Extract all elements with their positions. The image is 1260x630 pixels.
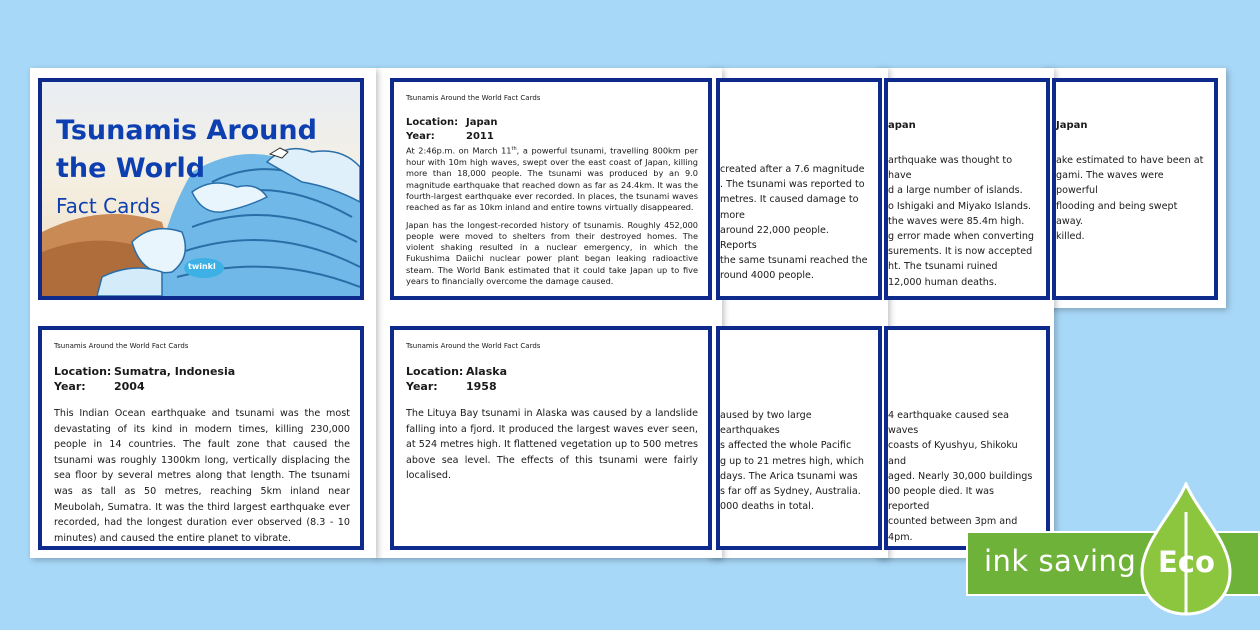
card-text: ake estimated to have been at gami. The waves were powerful flooding and being swept away. killed. xyxy=(1056,155,1204,243)
fact-card-sumatra xyxy=(38,326,364,550)
year-value: 2004 xyxy=(114,380,145,393)
location-label: Location: xyxy=(54,365,112,378)
cover-subtitle: Fact Cards xyxy=(56,194,161,218)
location-value: Japan xyxy=(1056,120,1088,131)
fact-card-partial-4 xyxy=(716,326,882,550)
fact-card-alaska xyxy=(390,326,712,550)
ink-saving-text: ink saving xyxy=(984,544,1137,578)
location-label: Location: xyxy=(406,365,464,378)
location-value: Alaska xyxy=(466,365,507,378)
card-text: aused by two large earthquakes s affected the whole Pacific g up to 21 metres high, which days. The Arica tsunami was s far off as Sydney, Australia. 000 deaths in total. xyxy=(720,410,864,513)
eco-label: Eco xyxy=(1158,545,1215,579)
fact-card-partial-1 xyxy=(716,78,882,300)
location-row xyxy=(406,116,698,130)
card-text: 4 earthquake caused sea waves coasts of Kyushyu, Shikoku and aged. Nearly 30,000 buildings 00 people died. It was reported counted between 3pm and 4pm. xyxy=(888,410,1033,543)
year-label: Year: xyxy=(406,131,435,142)
location-row xyxy=(406,364,698,379)
year-row xyxy=(406,379,698,394)
location-row xyxy=(54,364,350,379)
location-value: apan xyxy=(888,120,916,131)
location-value: Japan xyxy=(466,117,498,128)
cover-card xyxy=(38,78,364,300)
card-text: arthquake was thought to have d a large number of islands. o Ishigaki and Miyako Islands. the waves were 85.4m high. g error made when converting surements. It is now accepted ht. The tsunami ruined 12,000 human deaths. xyxy=(888,155,1034,288)
card-text: This Indian Ocean earthquake and tsunami was the most devastating of its kind in modern times, killing 230,000 people in 14 countries. The fault zone that caused the tsunami was roughly 1300km long, vertically displacing the sea floor by several metres along that length. The tsunami was as tall as 50 metres, reaching 5km inland near Meubolah, Sumatra. It was the third largest earthquake ever recorded, had the longest duration ever observed (8.3 - 10 minutes) and caused the entire planet to vibrate. xyxy=(54,408,350,544)
year-label: Year: xyxy=(54,380,86,393)
card-text: At 2:46p.m. on March 11th, a powerful tsunami, travelling 800km per hour with 10m high waves, swept over the east coast of Japan, killing more than 18,000 people. The tsunami was produced by an 9.0 magnitude earthquake that reached down as far as 24.4km. It was the fourth-largest earthquake ever recorded. In places, the tsunami waves reached as far as 10km inland and entire towns virtually disappeared. Japan has the longest-recorded history of tsunamis. Roughly 452,000 people were moved to shelters from their destroyed homes. The violent shaking resulted in a nuclear emergency, in which the Fukushima Daiichi nuclear power plant began leaking radioactive steam. The World Bank estimated that it could take Japan up to five years to financially overcome the damage caused. xyxy=(406,145,698,286)
fact-card-japan-partial-2 xyxy=(884,78,1050,300)
card-text: The Lituya Bay tsunami in Alaska was caused by a landslide falling into a fjord. It produced the largest waves ever seen, at 524 metres high. It flattened vegetation up to 500 metres above sea level. The effects of this tsunami were fairly localised. xyxy=(406,408,698,482)
cover-title: Tsunamis Around the World xyxy=(56,115,317,184)
twinkl-logo: twinkl xyxy=(188,262,216,271)
card-header: Tsunamis Around the World Fact Cards xyxy=(406,342,541,350)
card-header: Tsunamis Around the World Fact Cards xyxy=(406,94,541,102)
fact-card-japan xyxy=(390,78,712,300)
fact-card-partial-5 xyxy=(884,326,1050,550)
card-text: created after a 7.6 magnitude . The tsunami was reported to metres. It caused damage to more around 22,000 people. Reports the same tsunami reached the round 4000 people. xyxy=(720,164,868,282)
year-row xyxy=(406,130,698,144)
location-label: Location: xyxy=(406,117,459,128)
year-row xyxy=(54,379,350,394)
year-value: 2011 xyxy=(466,131,494,142)
fact-card-japan-partial-3 xyxy=(1052,78,1218,300)
location-value: Sumatra, Indonesia xyxy=(114,365,236,378)
year-label: Year: xyxy=(406,380,438,393)
year-value: 1958 xyxy=(466,380,497,393)
card-header: Tsunamis Around the World Fact Cards xyxy=(54,342,189,350)
